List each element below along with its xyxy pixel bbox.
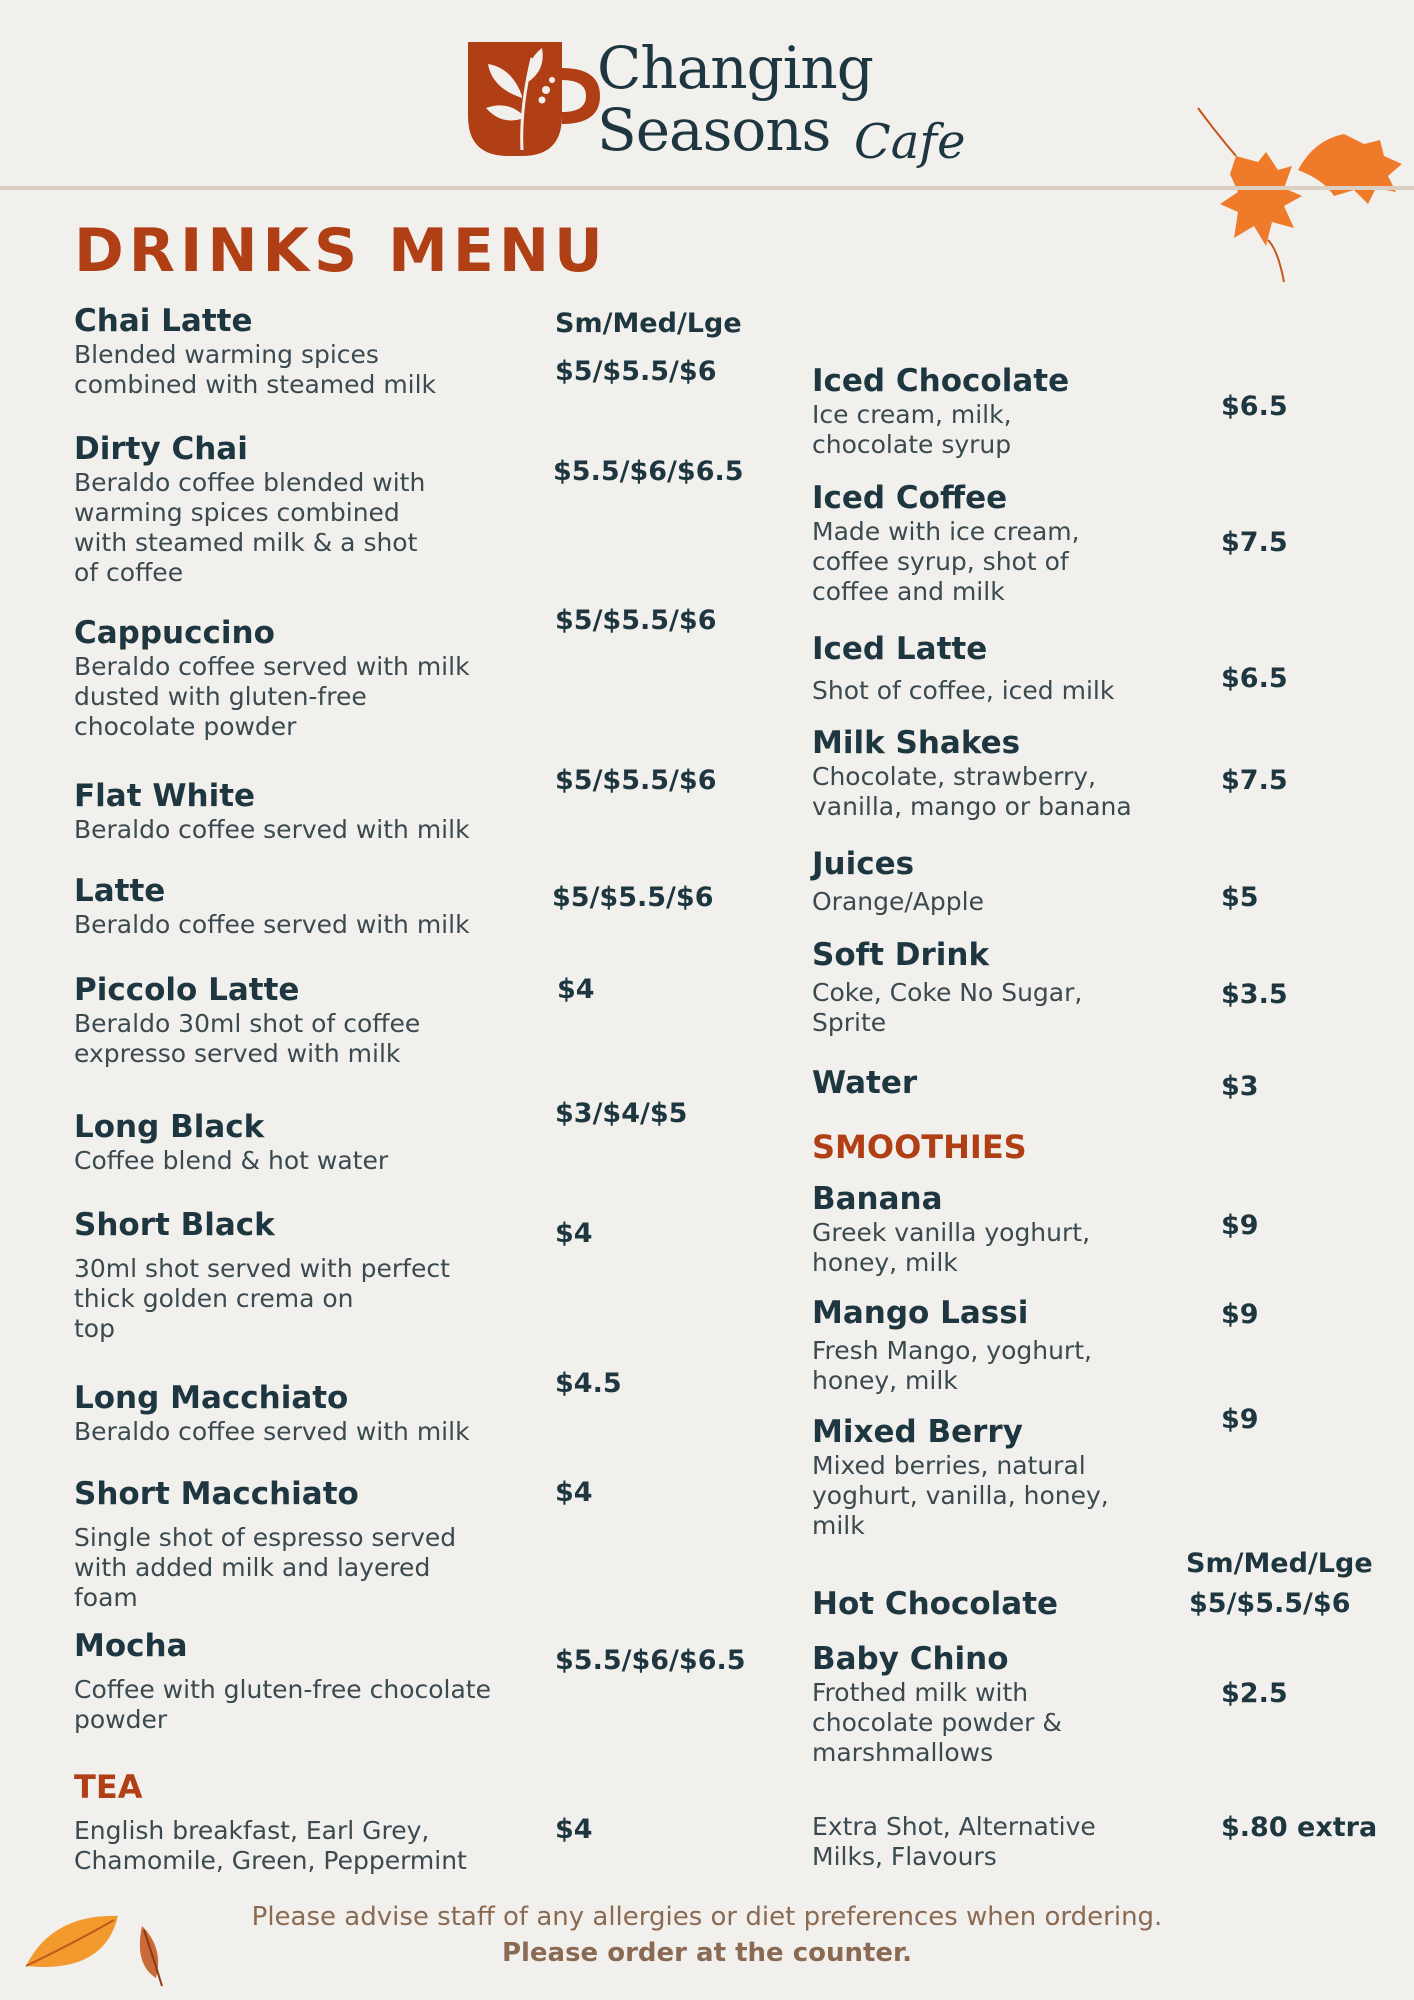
item-name: Iced Latte [812, 631, 988, 667]
menu-item-soft-drink [812, 936, 1082, 1038]
header-divider [0, 186, 1414, 190]
item-price: $5/$5.5/$6 [552, 882, 714, 913]
item-price: $9 [1221, 1404, 1259, 1435]
menu-item-cappuccino [74, 614, 470, 742]
item-name: Iced Chocolate [812, 363, 1070, 399]
item-price: $5.5/$6/$6.5 [555, 1645, 746, 1676]
item-price: $3.5 [1221, 979, 1288, 1010]
item-price: $9 [1221, 1210, 1259, 1241]
autumn-leaves-icon [1174, 100, 1414, 300]
item-description: Coffee with gluten-free chocolate powder [74, 1675, 491, 1734]
menu-item-dirty-chai [74, 430, 425, 588]
item-description: Blended warming spices combined with steamed milk [74, 340, 437, 399]
item-name: Banana [812, 1181, 943, 1217]
item-description: Beraldo coffee served with milk [74, 910, 470, 939]
item-price: $7.5 [1221, 765, 1288, 796]
item-description: Mixed berries, natural yoghurt, vanilla, honey, milk [812, 1451, 1109, 1540]
item-description: Greek vanilla yoghurt, honey, milk [812, 1218, 1091, 1277]
allergy-note: Please advise staff of any allergies or diet preferences when ordering. [251, 1902, 1163, 1932]
item-price: $6.5 [1221, 663, 1288, 694]
menu-item-latte [74, 872, 470, 940]
item-price: $.80 extra [1221, 1812, 1378, 1843]
menu-item-juices [812, 845, 984, 917]
item-description: Beraldo coffee served with milk [74, 815, 470, 844]
menu-item-mocha [74, 1627, 491, 1735]
item-price: $5.5/$6/$6.5 [553, 456, 744, 487]
item-description: Beraldo coffee served with milk [74, 1417, 470, 1446]
item-name: Juices [812, 846, 915, 882]
item-description: 30ml shot served with perfect thick golden crema on top [74, 1254, 450, 1343]
item-price: $4 [555, 1218, 593, 1249]
menu-item-extras [812, 1812, 1096, 1872]
item-description: Shot of coffee, iced milk [812, 676, 1115, 705]
item-description: Single shot of espresso served with added milk and layered foam [74, 1523, 457, 1612]
item-name: Soft Drink [812, 937, 990, 973]
item-name: Iced Coffee [812, 480, 1008, 516]
menu-item-mango-lassi [812, 1294, 1092, 1396]
coffee-cup-icon [462, 38, 602, 168]
item-name: Dirty Chai [74, 431, 248, 467]
item-price: $5/$5.5/$6 [555, 605, 717, 636]
menu-item-short-macchiato [74, 1475, 456, 1613]
item-description: Orange/Apple [812, 887, 984, 916]
item-description: Beraldo 30ml shot of coffee expresso served with milk [74, 1009, 421, 1068]
item-name: Mixed Berry [812, 1414, 1023, 1450]
menu-item-mixed-berry [812, 1413, 1109, 1541]
item-description: English breakfast, Earl Grey, Chamomile, Green, Peppermint [74, 1816, 467, 1875]
item-name: Mocha [74, 1628, 188, 1664]
item-price: $5/$5.5/$6 [1189, 1588, 1351, 1619]
item-description: Chocolate, strawberry, vanilla, mango or banana [812, 762, 1132, 821]
item-price: $5 [1221, 882, 1259, 913]
menu-item-long-macchiato [74, 1379, 470, 1447]
section-title-smoothies: SMOOTHIES [812, 1128, 1027, 1166]
menu-item-iced-latte [812, 630, 1114, 706]
menu-item-banana [812, 1180, 1090, 1278]
item-name: Chai Latte [74, 303, 253, 339]
item-price: $4.5 [555, 1368, 622, 1399]
item-description: Coke, Coke No Sugar, Sprite [812, 978, 1083, 1037]
size-header: Sm/Med/Lge [555, 308, 742, 339]
menu-item-iced-coffee [812, 479, 1080, 607]
item-price: $5/$5.5/$6 [555, 356, 717, 387]
item-name: Hot Chocolate [812, 1586, 1059, 1622]
menu-item-iced-chocolate [812, 362, 1069, 460]
item-name: Water [812, 1065, 918, 1101]
item-price: $7.5 [1221, 527, 1288, 558]
item-description: Frothed milk with chocolate powder & marshmallows [812, 1678, 1062, 1767]
item-price: $4 [557, 974, 595, 1005]
item-name: Long Macchiato [74, 1380, 349, 1416]
order-note: Please order at the counter. [501, 1938, 913, 1968]
item-name: Milk Shakes [812, 725, 1021, 761]
item-name: Short Black [74, 1207, 275, 1243]
menu-item-piccolo-latte [74, 971, 420, 1069]
item-description: Fresh Mango, yoghurt, honey, milk [812, 1336, 1092, 1395]
item-price: $6.5 [1221, 391, 1288, 422]
item-description: Beraldo coffee served with milk dusted with gluten-free chocolate powder [74, 652, 470, 741]
item-price: $5/$5.5/$6 [555, 765, 717, 796]
brand-name-line1: Changing [597, 34, 873, 102]
item-description: Extra Shot, Alternative Milks, Flavours [812, 1812, 1096, 1871]
item-price: $4 [555, 1477, 593, 1508]
item-name: Long Black [74, 1109, 265, 1145]
item-price: $4 [555, 1814, 593, 1845]
menu-item-long-black [74, 1108, 388, 1176]
item-description: Ice cream, milk, chocolate syrup [812, 400, 1012, 459]
item-price: $3/$4/$5 [555, 1098, 688, 1129]
item-price: $2.5 [1221, 1678, 1288, 1709]
item-price: $9 [1221, 1299, 1259, 1330]
menu-item-hot-chocolate [812, 1585, 1058, 1623]
item-name: Mango Lassi [812, 1295, 1029, 1331]
brand-name-line2: Seasons [597, 96, 831, 164]
item-name: Latte [74, 873, 166, 909]
menu-item-milk-shakes [812, 724, 1132, 822]
menu-item-short-black [74, 1206, 450, 1344]
item-name: Piccolo Latte [74, 972, 300, 1008]
menu-title: DRINKS MENU [74, 216, 608, 286]
menu-item-chai-latte [74, 302, 436, 400]
size-header: Sm/Med/Lge [1186, 1548, 1373, 1579]
item-name: Cappuccino [74, 615, 275, 651]
item-name: Baby Chino [812, 1641, 1009, 1677]
cafe-logo [462, 34, 966, 170]
item-description: Coffee blend & hot water [74, 1146, 389, 1175]
menu-item-baby-chino [812, 1640, 1062, 1768]
section-title-tea: TEA [74, 1768, 143, 1806]
item-price: $3 [1221, 1071, 1259, 1102]
item-name: Flat White [74, 778, 256, 814]
menu-item-water [812, 1064, 917, 1102]
menu-item-tea [74, 1816, 467, 1876]
item-name: Short Macchiato [74, 1476, 359, 1512]
brand-name-cafe: Cafe [854, 114, 966, 170]
menu-item-flat-white [74, 777, 470, 845]
item-description: Made with ice cream, coffee syrup, shot of coffee and milk [812, 517, 1080, 606]
item-description: Beraldo coffee blended with warming spices combined with steamed milk & a shot of coffee [74, 468, 426, 587]
